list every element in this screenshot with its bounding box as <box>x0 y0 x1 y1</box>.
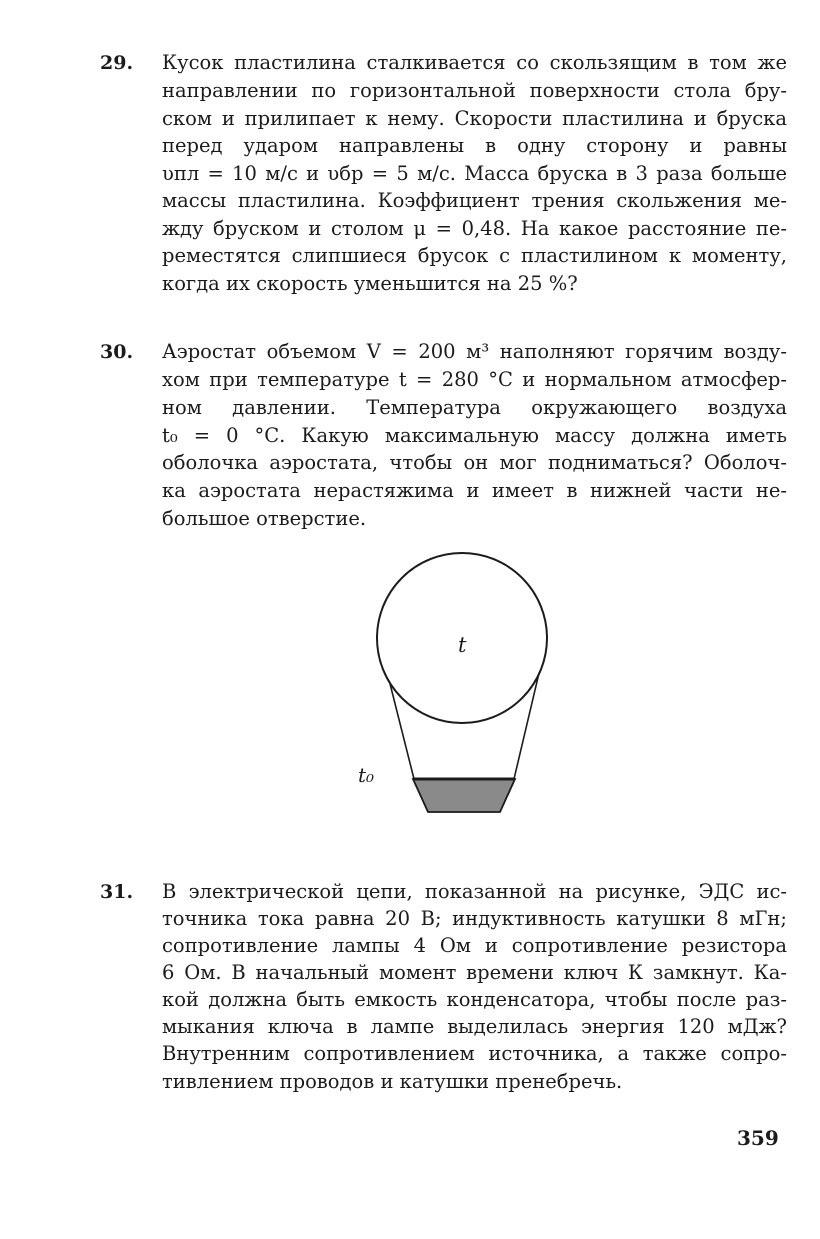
problem-text-line: большое отверстие. <box>162 507 367 530</box>
problem-text-line: Внутренним сопротивлением источника, а также сопро- <box>162 1042 787 1065</box>
inside-temperature-label: t <box>458 633 467 657</box>
problem-text-line: В электрической цепи, показанной на рисунке, ЭДС ис- <box>162 880 787 903</box>
problem-text-line: оболочка аэростата, чтобы он мог подниматься? Оболоч- <box>162 451 787 474</box>
problem-number: 30. <box>100 341 134 363</box>
problem-number: 31. <box>100 881 134 903</box>
problem-text-line: когда их скорость уменьшится на 25 %? <box>162 272 578 295</box>
balloon-basket <box>413 779 515 812</box>
problem-text-line: хом при температуре t = 280 °С и нормальном атмосфер- <box>162 368 787 391</box>
problem-text-line: t₀ = 0 °С. Какую максимальную массу должна иметь <box>162 424 787 447</box>
problem-text-line: Аэростат объемом V = 200 м³ наполняют горячим возду- <box>162 340 787 363</box>
problem-text-line: Кусок пластилина сталкивается со скользящим в том же <box>162 51 787 74</box>
problem-text-line: жду бруском и столом μ = 0,48. На какое расстояние пе- <box>162 217 787 240</box>
problem-text-line: массы пластилина. Коэффициент трения скольжения ме- <box>162 189 787 212</box>
problem-text-line: ка аэростата нерастяжима и имеет в нижней части не- <box>162 479 787 502</box>
problem-text-line: сопротивление лампы 4 Ом и сопротивление резистора <box>162 934 787 957</box>
problem-text-line: точника тока равна 20 В; индуктивность катушки 8 мГн; <box>162 907 787 930</box>
problem-text-line: перед ударом направлены в одну сторону и равны <box>162 134 787 157</box>
problem-text-line: реместятся слипшиеся брусок с пластилином к моменту, <box>162 244 787 267</box>
problem-text-line: υпл = 10 м/с и υбр = 5 м/с. Масса бруска в 3 раза больше <box>162 162 787 185</box>
problem-text-line: 6 Ом. В начальный момент времени ключ К замкнут. Ка- <box>162 961 787 984</box>
problem-text-line: направлении по горизонтальной поверхности стола бру- <box>162 79 787 102</box>
page-number: 359 <box>737 1126 779 1150</box>
problem-text-line: мыкания ключа в лампе выделилась энергия 120 мДж? <box>162 1015 787 1038</box>
problem-text-line: ном давлении. Температура окружающего воздуха <box>162 396 787 419</box>
problem-text-line: кой должна быть емкость конденсатора, чтобы после раз- <box>162 988 787 1011</box>
problem-number: 29. <box>100 52 134 74</box>
problem-text-line: ском и прилипает к нему. Скорости пластилина и бруска <box>162 107 787 130</box>
outside-temperature-label: t₀ <box>358 763 375 787</box>
problem-text-line: тивлением проводов и катушки пренебречь. <box>162 1070 623 1093</box>
